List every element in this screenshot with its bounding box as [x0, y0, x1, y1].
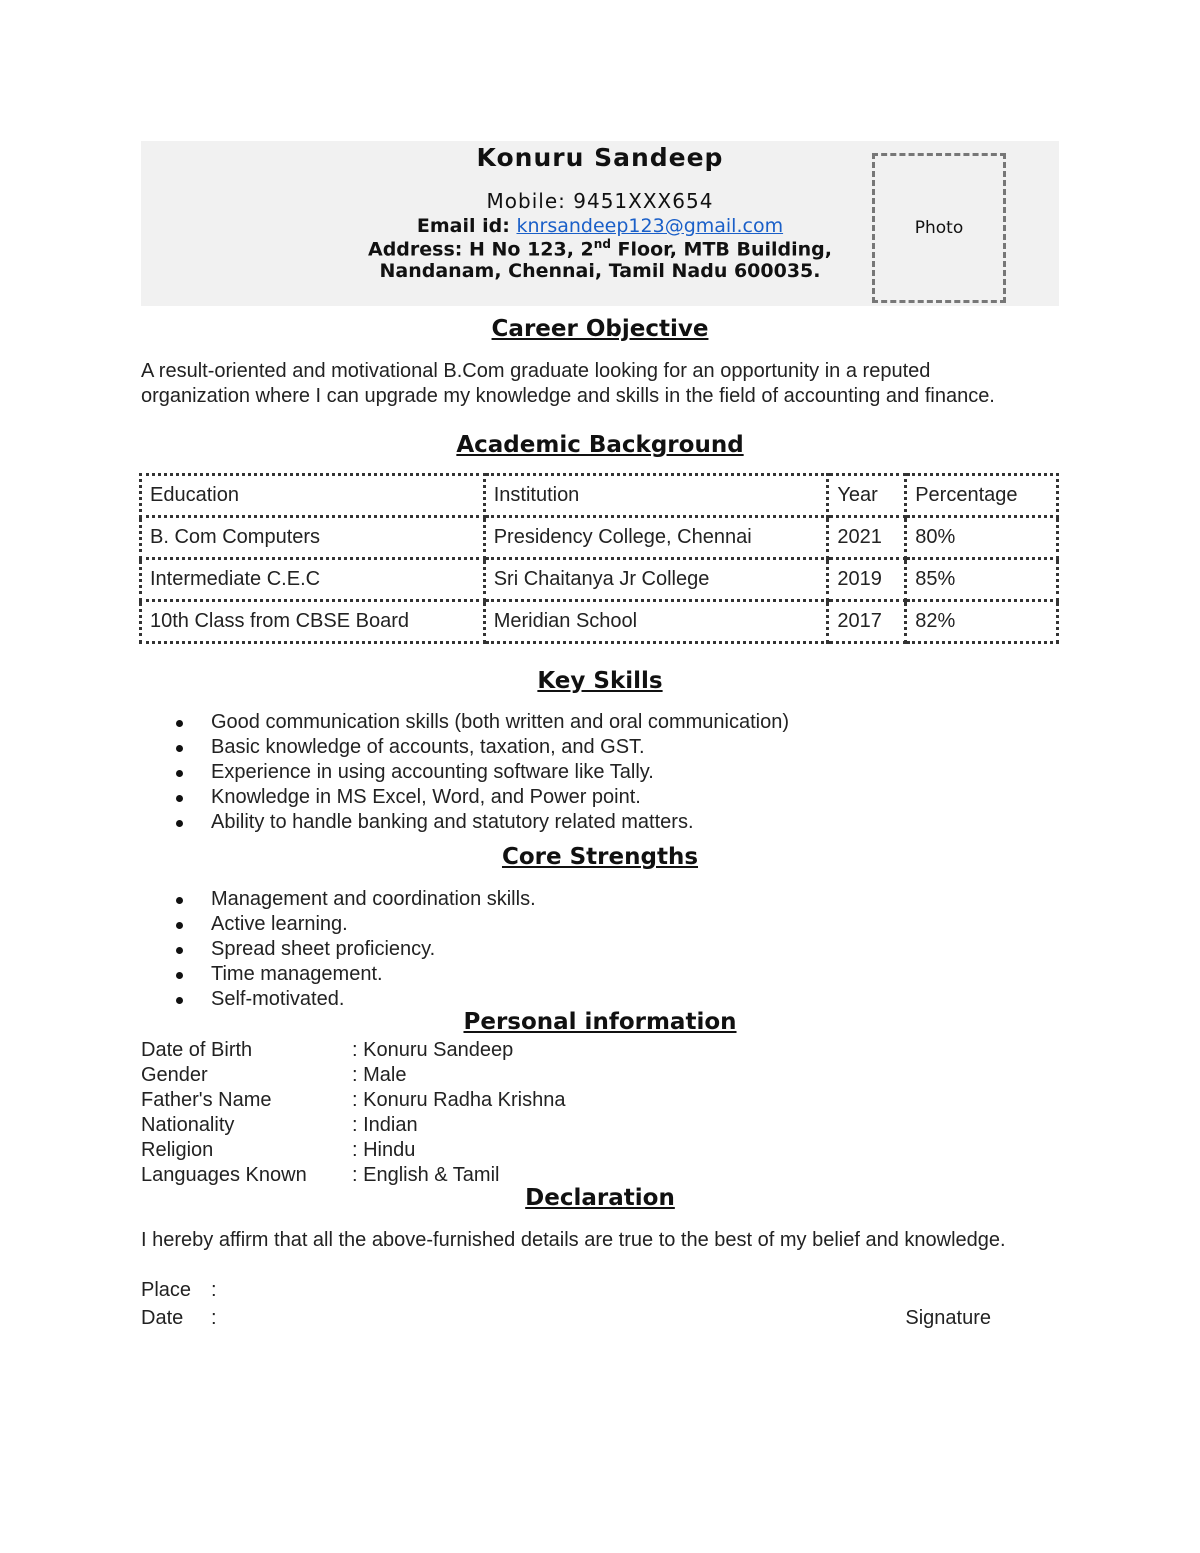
address-prefix: Address: H No 123, 2 [367, 238, 594, 261]
list-item: Basic knowledge of accounts, taxation, and GST. [141, 735, 1041, 760]
personal-value: : Hindu [352, 1139, 416, 1161]
table-cell: 10th Class from CBSE Board [141, 601, 485, 643]
date-label: Date [141, 1307, 184, 1329]
table-cell: 85% [906, 559, 1058, 601]
personal-value: : Male [352, 1064, 407, 1086]
personal-label: Date of Birth [141, 1039, 253, 1061]
personal-row [141, 1063, 1041, 1088]
core-strengths-title: Core Strengths [501, 844, 699, 870]
header-cell-percentage: Percentage [906, 475, 1058, 517]
personal-row [141, 1038, 1041, 1063]
personal-information-title: Personal information [463, 1009, 737, 1035]
table-cell: Presidency College, Chennai [484, 517, 828, 559]
address-line-2: Nandanam, Chennai, Tamil Nadu 600035. [379, 260, 821, 282]
list-item: Ability to handle banking and statutory related matters. [141, 810, 1041, 835]
personal-value: : Konuru Sandeep [352, 1039, 514, 1061]
declaration-title: Declaration [525, 1185, 675, 1211]
personal-label: Religion [141, 1139, 214, 1161]
personal-information-list [141, 1038, 1041, 1188]
photo-label: Photo [914, 218, 964, 238]
personal-value: : English & Tamil [352, 1164, 500, 1186]
date-colon: : [211, 1307, 217, 1329]
table-cell: B. Com Computers [141, 517, 485, 559]
date-row [141, 1306, 1041, 1331]
list-item: Spread sheet proficiency. [141, 937, 1041, 962]
personal-row [141, 1138, 1041, 1163]
personal-row [141, 1088, 1041, 1113]
header-cell-institution: Institution [484, 475, 828, 517]
address-suffix: Floor, MTB Building, [610, 238, 833, 261]
list-item: Management and coordination skills. [141, 887, 1041, 912]
table-row [141, 559, 1058, 601]
table-cell: Sri Chaitanya Jr College [484, 559, 828, 601]
list-item: Active learning. [141, 912, 1041, 937]
table-row [141, 601, 1058, 643]
mobile-number: Mobile: 9451XXX654 [486, 189, 714, 213]
table-cell: Intermediate C.E.C [141, 559, 485, 601]
personal-value: : Indian [352, 1114, 418, 1136]
table-cell: 2019 [828, 559, 906, 601]
table-row [141, 517, 1058, 559]
address-sup: nd [593, 237, 611, 251]
list-item: Experience in using accounting software like Tally. [141, 760, 1041, 785]
list-item: Good communication skills (both written and oral communication) [141, 710, 1041, 735]
candidate-name: Konuru Sandeep [476, 143, 724, 172]
career-objective-title: Career Objective [491, 316, 709, 342]
personal-value: : Konuru Radha Krishna [352, 1089, 566, 1111]
career-objective-text: A result-oriented and motivational B.Com graduate looking for an opportunity in a reputed organization where I can upgrade my knowledge and skills in the field of accounting and finance. [141, 360, 995, 407]
email-label: Email id: [416, 215, 517, 237]
list-item: Self-motivated. [141, 987, 1041, 1012]
key-skills-title: Key Skills [537, 668, 663, 694]
email-link[interactable]: knrsandeep123@gmail.com [516, 215, 784, 237]
list-item: Time management. [141, 962, 1041, 987]
key-skills-list [141, 710, 1041, 835]
table-cell: Meridian School [484, 601, 828, 643]
list-item: Knowledge in MS Excel, Word, and Power point. [141, 785, 1041, 810]
table-cell: 80% [906, 517, 1058, 559]
personal-label: Father's Name [141, 1089, 272, 1111]
academic-table [139, 473, 1059, 644]
table-cell: 82% [906, 601, 1058, 643]
table-header-row [141, 475, 1058, 517]
place-row [141, 1278, 1041, 1303]
core-strengths-list [141, 887, 1041, 1012]
table-cell: 2017 [828, 601, 906, 643]
personal-label: Languages Known [141, 1164, 307, 1186]
signature-label: Signature [905, 1307, 991, 1329]
place-label: Place [141, 1279, 192, 1301]
header-cell-education: Education [141, 475, 485, 517]
resume-header [141, 141, 1059, 306]
declaration-text: I hereby affirm that all the above-furnished details are true to the best of my belief and knowledge. [141, 1229, 1006, 1251]
table-cell: 2021 [828, 517, 906, 559]
place-colon: : [211, 1279, 217, 1301]
header-cell-year: Year [828, 475, 906, 517]
personal-row [141, 1113, 1041, 1138]
photo-placeholder [872, 153, 1006, 303]
academic-background-title: Academic Background [456, 432, 744, 458]
resume-page [141, 141, 1059, 1329]
personal-label: Gender [141, 1064, 208, 1086]
personal-label: Nationality [141, 1114, 235, 1136]
